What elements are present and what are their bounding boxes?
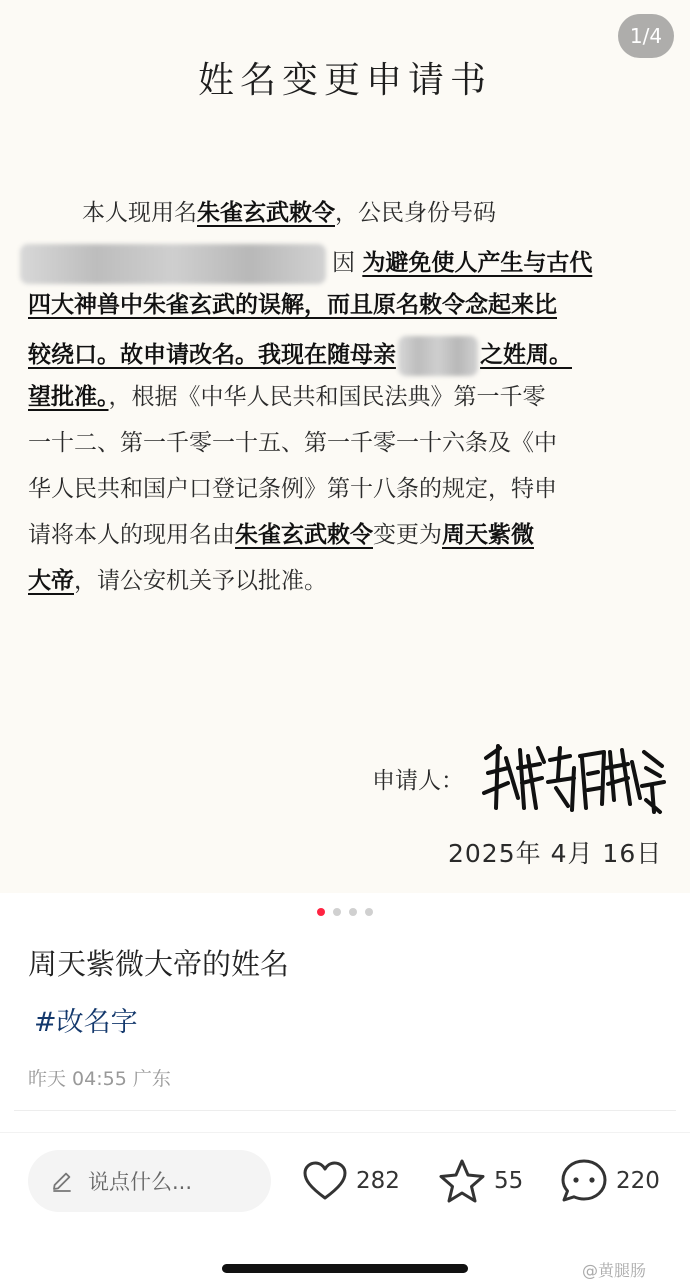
collect-button[interactable] (438, 1156, 523, 1206)
document-highlight: 为避免使人产生与古代 (362, 249, 593, 276)
star-icon (438, 1158, 486, 1204)
document-highlight: 朱雀玄武敕令 (235, 521, 373, 548)
document-text: ，公民身份号码 (335, 200, 496, 226)
document-line: 一十二、第一千零一十五、第一千零一十六条及《中 (28, 430, 557, 456)
carousel-dot[interactable] (349, 908, 357, 916)
document-text: 变更为 (373, 522, 442, 548)
document-text: 请将本人的现用名由 (28, 522, 235, 548)
post-meta: 昨天 04:55 广东 (28, 1068, 171, 1090)
comment-input[interactable] (28, 1150, 271, 1212)
document-line (28, 244, 592, 284)
document-highlight: 周天紫微 (442, 521, 534, 548)
document-line: 华人民共和国户口登记条例》第十八条的规定，特申 (28, 476, 557, 502)
document-text: ，根据《中华人民共和国民法典》第一千零 (108, 384, 546, 410)
applicant-label: 申请人： (372, 768, 464, 794)
redacted-id-blur (20, 244, 326, 284)
document-line (28, 566, 327, 596)
home-indicator[interactable] (222, 1264, 468, 1273)
document-highlight: 朱雀玄武敕令 (197, 199, 335, 226)
comment-count: 220 (616, 1168, 660, 1194)
document-line (82, 198, 496, 228)
like-button[interactable] (302, 1156, 400, 1206)
document-title: 姓名变更申请书 (197, 60, 492, 101)
document-date: 2025年 4月 16日 (448, 839, 663, 868)
pencil-icon (50, 1169, 74, 1193)
divider (14, 1110, 676, 1111)
carousel-indicator (0, 908, 690, 916)
document-highlight: 之姓周。 (480, 341, 572, 368)
divider (0, 1132, 690, 1133)
carousel-dot[interactable] (333, 908, 341, 916)
document-line (28, 336, 572, 376)
hashtag-link[interactable]: #改名字 (34, 1007, 138, 1038)
comment-placeholder: 说点什么... (88, 1170, 193, 1194)
document-line (28, 382, 546, 412)
handwritten-signature (478, 738, 668, 818)
watermark (582, 1258, 646, 1281)
like-count: 282 (356, 1168, 400, 1194)
document-highlight: 较绕口。故申请改名。我现在随母亲 (28, 341, 396, 368)
redacted-name-blur (398, 336, 478, 376)
document-text: ，请公安机关予以批准。 (74, 568, 327, 594)
comment-button[interactable] (560, 1156, 660, 1206)
document-highlight: 望批准。 (28, 383, 109, 410)
document-text: 因 (332, 250, 355, 276)
chat-bubble-icon (560, 1158, 608, 1204)
carousel-dot[interactable] (317, 908, 325, 916)
document-line (28, 290, 557, 320)
heart-icon (302, 1160, 348, 1202)
watermark-text: @黄腿肠 (582, 1261, 647, 1280)
document-text: 本人现用名 (82, 200, 197, 226)
post-title: 周天紫微大帝的姓名 (28, 947, 290, 981)
collect-count: 55 (494, 1168, 524, 1194)
document-highlight: 四大神兽中朱雀玄武的误解，而且原名敕令念起来比 (28, 291, 557, 318)
image-page-counter: 1/4 (618, 14, 674, 58)
carousel-dot[interactable] (365, 908, 373, 916)
document-highlight: 大帝 (28, 567, 74, 594)
document-line (28, 520, 534, 550)
